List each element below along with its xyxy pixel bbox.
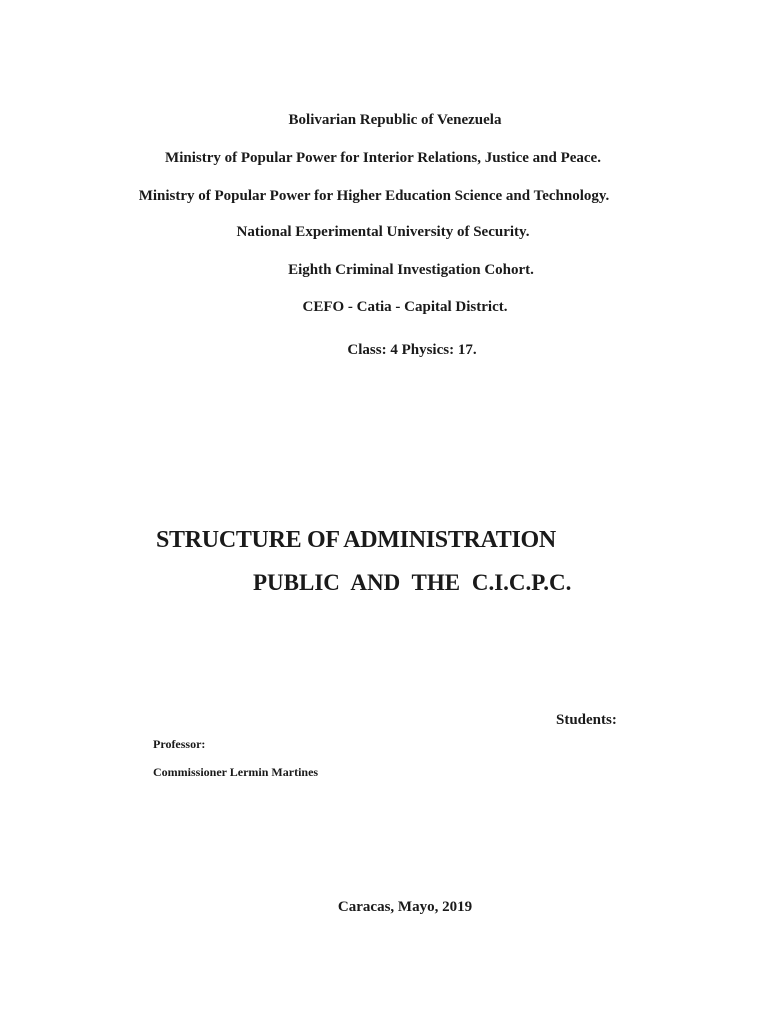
students-label: Students: [556,712,617,728]
document-title-line-2: PUBLIC AND THE C.I.C.P.C. [253,570,572,595]
professor-name: Commissioner Lermin Martines [153,765,319,779]
university-heading: National Experimental University of Security. [236,224,530,240]
cohort-heading: Eighth Criminal Investigation Cohort. [288,262,534,278]
ministry-education-heading: Ministry of Popular Power for Higher Education Science and Technology. [138,188,610,204]
place-date: Caracas, Mayo, 2019 [337,899,473,915]
country-heading: Bolivarian Republic of Venezuela [288,112,502,128]
location-heading: CEFO - Catia - Capital District. [302,299,508,315]
ministry-interior-heading: Ministry of Popular Power for Interior Relations, Justice and Peace. [165,150,601,166]
professor-label: Professor: [153,737,206,751]
document-title-line-1: STRUCTURE OF ADMINISTRATION [156,527,556,553]
class-info: Class: 4 Physics: 17. [347,342,477,358]
